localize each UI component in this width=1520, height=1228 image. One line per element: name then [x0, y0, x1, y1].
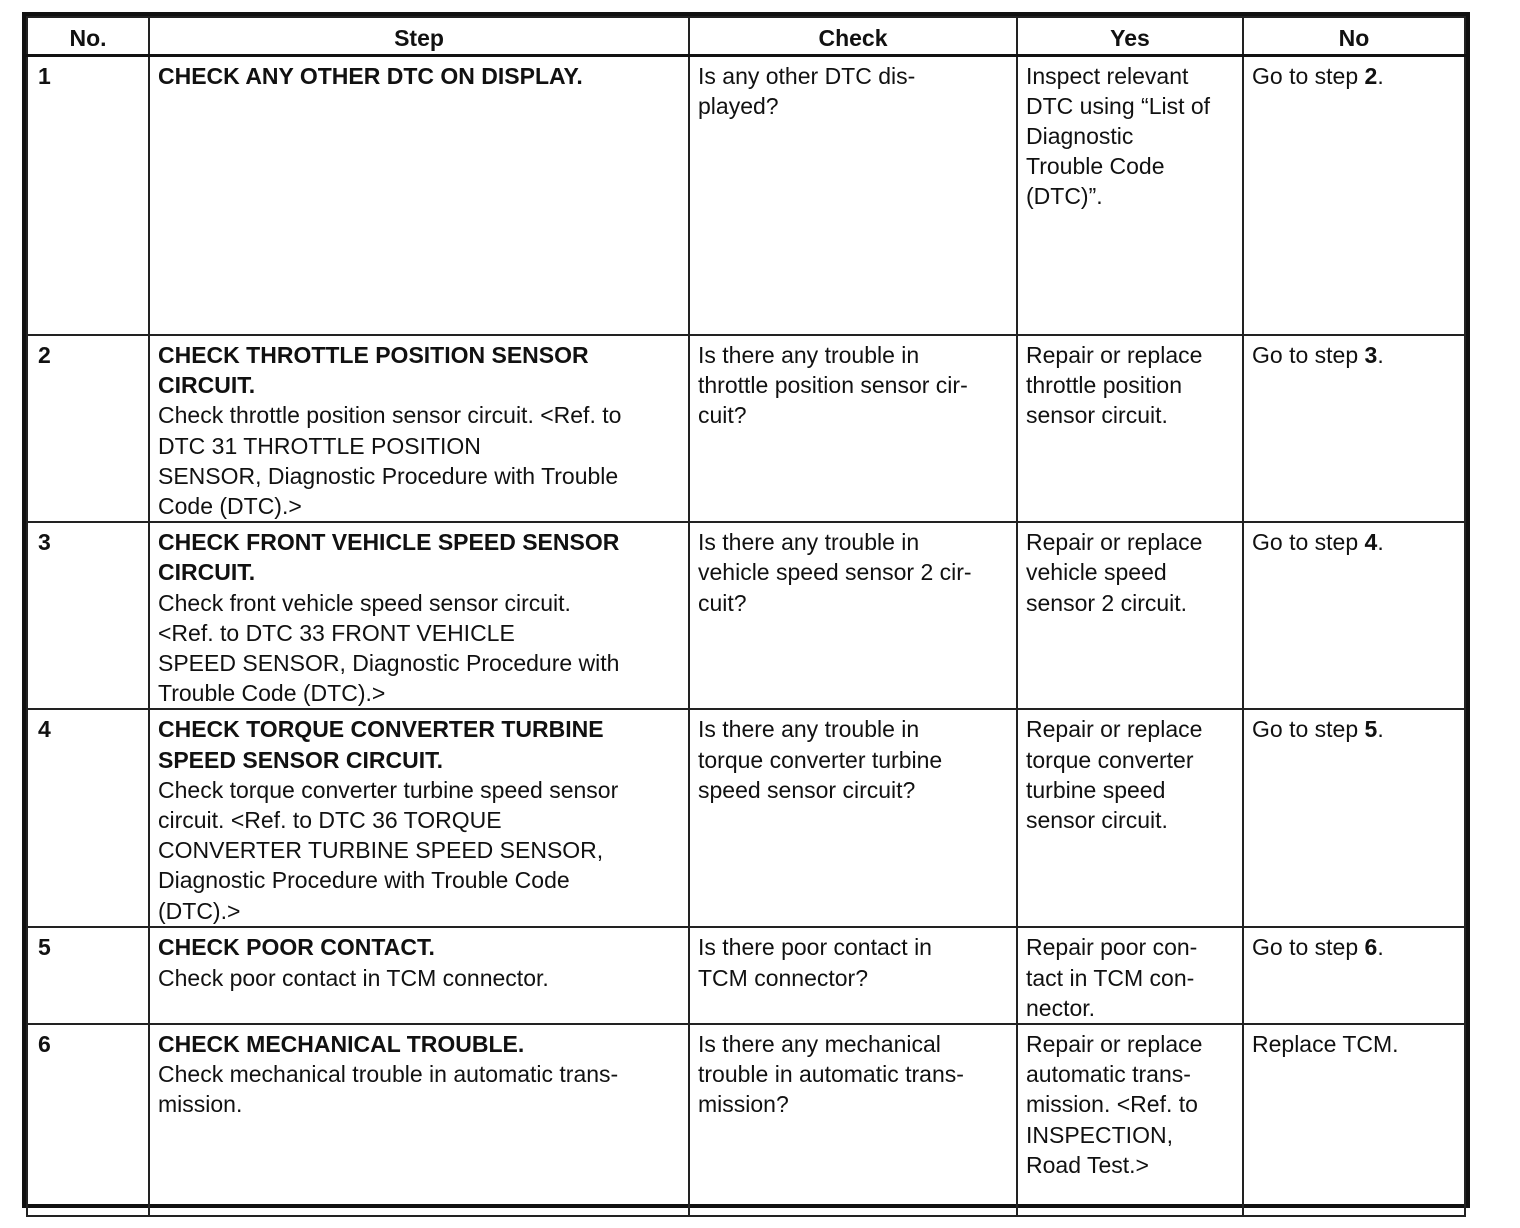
check-cell: Is there any trouble in torque converter turbine speed sensor circuit? — [689, 709, 1017, 927]
no-action-suffix: . — [1377, 529, 1384, 556]
yes-cell: Repair or replace vehicle speed sensor 2 circuit. — [1017, 522, 1243, 709]
table-row — [27, 522, 1465, 709]
no-action-text: Go to step — [1252, 62, 1365, 89]
step-title: CHECK POOR CONTACT. — [158, 934, 435, 961]
no-action-suffix: . — [1377, 62, 1384, 89]
step-cell — [149, 335, 689, 522]
no-action-text: Go to step — [1252, 934, 1365, 961]
step-body: Check mechanical trouble in automatic trans- mission. — [158, 1061, 619, 1118]
step-body: Check torque converter turbine speed sensor circuit. <Ref. to DTC 36 TORQUE CONVERTER TURBINE SPEED SENSOR, Diagnostic Procedure with Trouble Code (DTC).> — [158, 776, 619, 924]
step-number: 5 — [27, 927, 149, 1024]
next-step-number: 2 — [1364, 62, 1378, 89]
table-row — [27, 1024, 1465, 1216]
table-row — [27, 709, 1465, 927]
step-cell — [149, 927, 689, 1024]
no-cell — [1243, 55, 1465, 335]
next-step-number: 3 — [1364, 342, 1378, 368]
table-row — [27, 55, 1465, 335]
step-number: 4 — [27, 709, 149, 927]
diagnostic-procedure-table — [26, 16, 1466, 1217]
step-number: 6 — [27, 1024, 149, 1216]
check-cell: Is there any trouble in throttle position sensor cir- cuit? — [689, 335, 1017, 522]
step-cell — [149, 522, 689, 709]
header-no: No. — [27, 17, 149, 55]
step-title: CHECK FRONT VEHICLE SPEED SENSOR CIRCUIT. — [158, 529, 620, 586]
step-body: Check throttle position sensor circuit. <Ref. to DTC 31 THROTTLE POSITION SENSOR, Diagnostic Procedure with Trouble Code (DTC).> — [158, 402, 622, 520]
no-action-text: Replace TCM. — [1252, 1031, 1399, 1058]
header-yes: Yes — [1017, 17, 1243, 55]
no-action-text: Go to step — [1252, 716, 1365, 743]
next-step-number: 6 — [1364, 934, 1378, 961]
table-row — [27, 927, 1465, 1024]
no-cell — [1243, 709, 1465, 927]
step-title: CHECK TORQUE CONVERTER TURBINE SPEED SENSOR CIRCUIT. — [158, 716, 604, 773]
step-number: 3 — [27, 522, 149, 709]
header-check: Check — [689, 17, 1017, 55]
step-cell — [149, 1024, 689, 1216]
no-action-text: Go to step — [1252, 529, 1365, 556]
header-no-result: No — [1243, 17, 1465, 55]
table-body — [27, 55, 1465, 1216]
no-cell — [1243, 522, 1465, 709]
step-number: 2 — [27, 335, 149, 522]
header-step: Step — [149, 17, 689, 55]
yes-cell: Repair poor con- tact in TCM con- nector. — [1017, 927, 1243, 1024]
step-title: CHECK ANY OTHER DTC ON DISPLAY. — [158, 62, 583, 89]
table-header-row — [27, 17, 1465, 55]
next-step-number: 5 — [1364, 716, 1378, 743]
table-row — [27, 335, 1465, 522]
yes-cell: Inspect relevant DTC using “List of Diagnostic Trouble Code (DTC)”. — [1017, 55, 1243, 335]
yes-cell: Repair or replace torque converter turbine speed sensor circuit. — [1017, 709, 1243, 927]
no-action-suffix: . — [1377, 716, 1384, 743]
diagnostic-table-frame — [22, 12, 1470, 1208]
step-body: Check front vehicle speed sensor circuit. <Ref. to DTC 33 FRONT VEHICLE SPEED SENSOR, Diagnostic Procedure with Trouble Code (DTC).> — [158, 589, 620, 707]
check-cell: Is there any trouble in vehicle speed sensor 2 cir- cuit? — [689, 522, 1017, 709]
no-cell — [1243, 1024, 1465, 1216]
no-cell — [1243, 927, 1465, 1024]
yes-cell: Repair or replace automatic trans- mission. <Ref. to INSPECTION, Road Test.> — [1017, 1024, 1243, 1216]
step-cell — [149, 55, 689, 335]
no-action-text: Go to step — [1252, 342, 1365, 368]
step-title: CHECK THROTTLE POSITION SENSOR CIRCUIT. — [158, 342, 589, 399]
step-body: Check poor contact in TCM connector. — [158, 964, 549, 991]
check-cell: Is any other DTC dis- played? — [689, 55, 1017, 335]
check-cell: Is there any mechanical trouble in automatic trans- mission? — [689, 1024, 1017, 1216]
no-action-suffix: . — [1377, 342, 1384, 368]
check-cell: Is there poor contact in TCM connector? — [689, 927, 1017, 1024]
step-title: CHECK MECHANICAL TROUBLE. — [158, 1031, 525, 1058]
no-cell — [1243, 335, 1465, 522]
next-step-number: 4 — [1364, 529, 1378, 556]
step-number: 1 — [27, 55, 149, 335]
no-action-suffix: . — [1377, 934, 1384, 961]
yes-cell: Repair or replace throttle position sensor circuit. — [1017, 335, 1243, 522]
step-cell — [149, 709, 689, 927]
